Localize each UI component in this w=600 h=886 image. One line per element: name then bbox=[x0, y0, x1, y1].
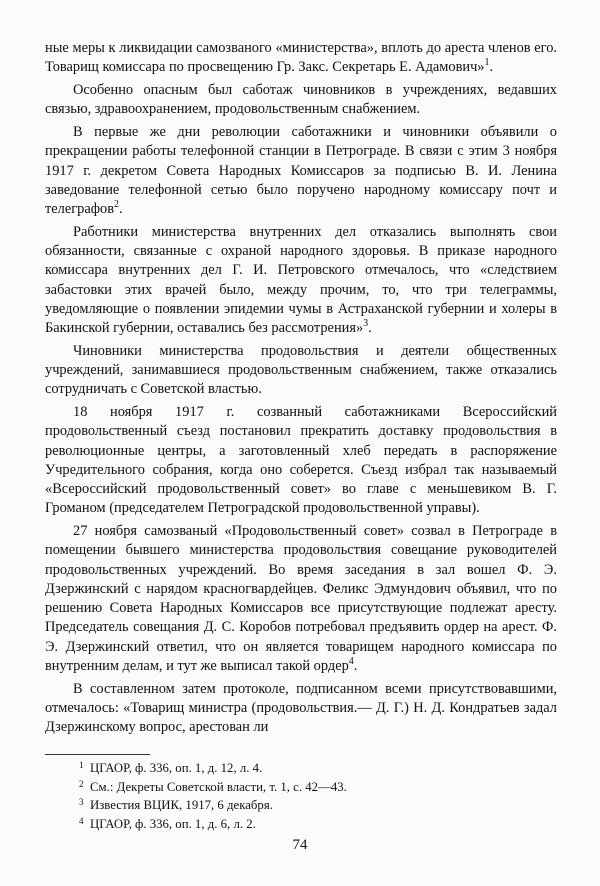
body-text bbox=[45, 39, 557, 741]
paragraph-2: Особенно опасным был саботаж чиновников в учреждениях, ведавших связью, здравоохранением, продовольственным снабжением. bbox=[45, 82, 557, 118]
page-number: 74 bbox=[292, 837, 308, 853]
paragraph-6: 18 ноября 1917 г. созванный саботажниками Всероссийский продовольственный съезд постановил прекратить доставку продовольствия в революционные центры, а заготовленный хлеб передать в распоряжение Учредительного собрания, когда оно соберется. Съезд избрал так называемый «Всероссийский продовольственный совет» во главе с меньшевиком В. Г. Громаном (председателем Петроградской продовольственной управы). bbox=[45, 404, 557, 517]
footnote-2: 2 См.: Декреты Советской власти, т. 1, с. 42—43. bbox=[79, 778, 347, 794]
footnote-separator bbox=[45, 754, 150, 755]
paragraph-4: Работники министерства внутренних дел отказались выполнять свои обязанности, связанные с охраной народного здоровья. В приказе народного комиссара внутренних дел Г. И. Петровского отмечалось, что «следствием забастовки этих врачей было, между прочим, то, что три телеграммы, уведомляющие о появлении эпидемии чумы в Астраханской губернии и холеры в Бакинской губернии, оставались без рассмотрения»$^3$. bbox=[45, 223, 557, 337]
paragraph-3: В первые же дни революции саботажники и чиновники объявили о прекращении работы телефонной станции в Петрограде. В связи с этим 3 ноября 1917 г. декретом Совета Народных Комиссаров за подписью В. И. Ленина заведование телефонной сетью было поручено народному комиссару почт и телеграфов$^2$. bbox=[45, 124, 557, 218]
footnote-3: 3 Известия ВЦИК, 1917, 6 декабря. bbox=[79, 797, 273, 813]
footnote-1: 1 ЦГАОР, ф. 336, оп. 1, д. 12, л. 4. bbox=[79, 760, 263, 775]
paragraph-1: ные меры к ликвидации самозваного «министерства», вплоть до ареста членов его. Товарищ комиссара по просвещению Гр. Закс. Секретарь Е. Адамович»$^1$. bbox=[45, 40, 557, 76]
footnotes bbox=[79, 758, 539, 832]
footnote-4: 4 ЦГАОР, ф. 336, оп. 1, д. 6, л. 2. bbox=[79, 815, 256, 831]
paragraph-7: 27 ноября самозваный «Продовольственный совет» созвал в Петрограде в помещении бывшего министерства продовольствия совещание руководителей продовольственных учреждений. Во время заседания в зал вошел Ф. Э. Дзержинский с нарядом красногвардейцев. Феликс Эдмундович объявил, что по решению Совета Народных Комиссаров все присутствующие подлежат аресту. Председатель совещания Д. С. Коробов потребовал предъявить ордер на арест. Ф. Э. Дзержинский ответил, что он является товарищем народного комиссара по внутренним делам, и тут же выписал такой ордер$^4$. bbox=[45, 523, 557, 674]
paragraph-8: В составленном затем протоколе, подписанном всеми присутствовавшими, отмечалось: «Товарищ министра (продовольствия.— Д. Г.) Н. Д. Кондратьев задал Дзержинскому вопрос, арестован ли bbox=[45, 680, 557, 736]
paragraph-5: Чиновники министерства продовольствия и деятели общественных учреждений, занимавшиеся продовольственным снабжением, также отказались сотрудничать с Советской властью. bbox=[45, 342, 557, 398]
